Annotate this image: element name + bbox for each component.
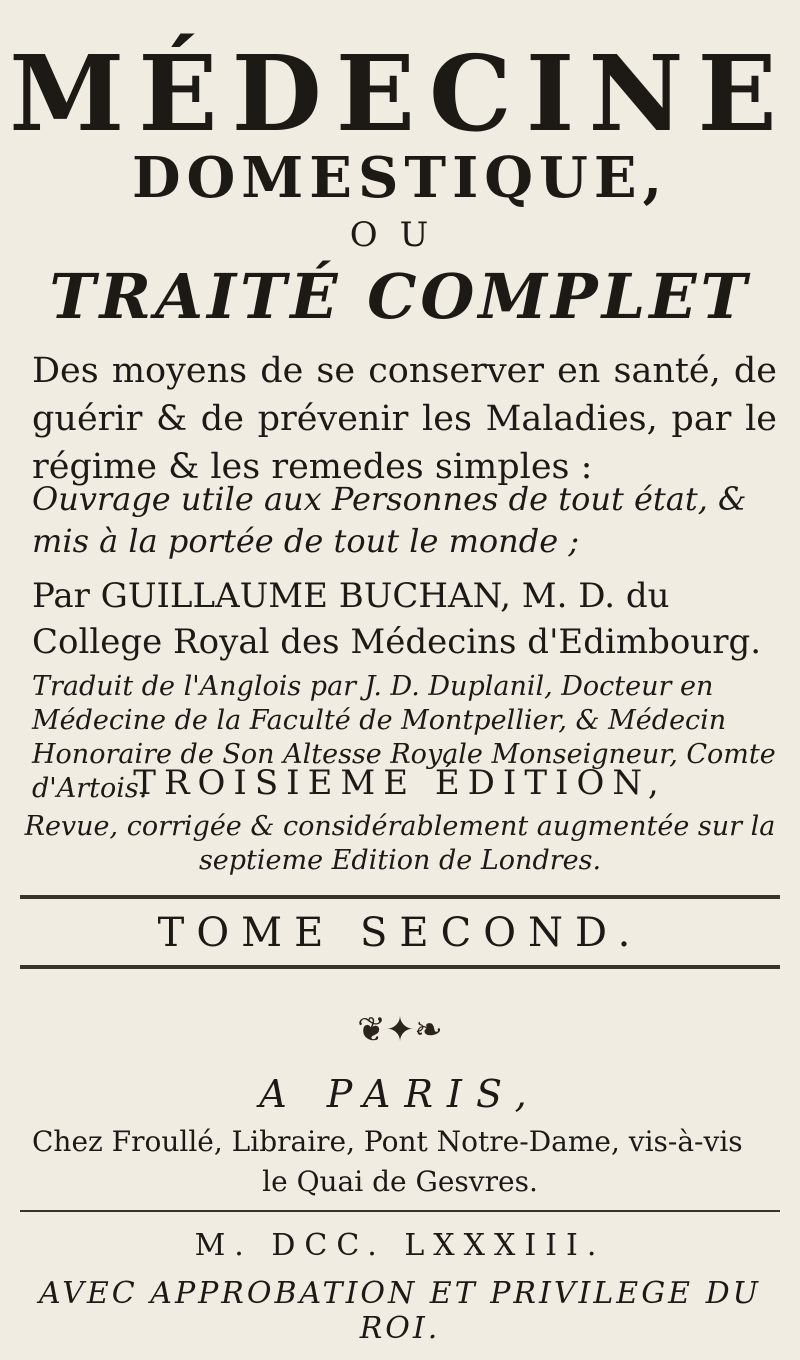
title-line-ou: OU [349, 215, 451, 255]
description-paragraph: Des moyens de se conserver en santé, de guérir & de prévenir les Maladies, par le régime & les remedes simples : [32, 351, 777, 487]
title-line-medecine: MÉDECINE [9, 32, 791, 155]
usefulness-paragraph: Ouvrage utile aux Personnes de tout état, & mis à la portée de tout le monde ; [32, 480, 747, 560]
divider-top [20, 895, 780, 899]
divider-bottom [20, 965, 780, 969]
privilege-line: AVEC APPROBATION ET PRIVILEGE DU ROI. [39, 1276, 761, 1346]
translator-paragraph: Traduit de l'Anglois par J. D. Duplanil, Docteur en Médecine de la Faculté de Montpellier, & Médecin Honoraire de Son Altesse Royale Monseigneur, Comte d'Artois. [32, 671, 776, 804]
title-line-traite-complet: TRAITÉ COMPLET [49, 260, 751, 333]
ornament-icon: ❦✦❧ [357, 1010, 443, 1050]
author-paragraph: Par GUILLAUME BUCHAN, M. D. du College Royal des Médecins d'Edimbourg. [32, 576, 762, 662]
publication-date: M. DCC. LXXXIII. [194, 1228, 606, 1263]
publisher-line-1: Chez Froullé, Libraire, Pont Notre-Dame, vis-à-vis [32, 1125, 743, 1158]
title-line-domestique: DOMESTIQUE, [131, 145, 669, 211]
edition-note: Revue, corrigée & considérablement augmentée sur la septieme Edition de Londres. [24, 811, 776, 876]
place-of-publication: A PARIS, [259, 1072, 541, 1116]
publisher-line-2: le Quai de Gesvres. [262, 1165, 538, 1198]
divider-date [20, 1210, 780, 1212]
tome-label: TOME SECOND. [157, 910, 643, 956]
edition-heading: TROISIEME ÉDITION, [133, 763, 667, 803]
